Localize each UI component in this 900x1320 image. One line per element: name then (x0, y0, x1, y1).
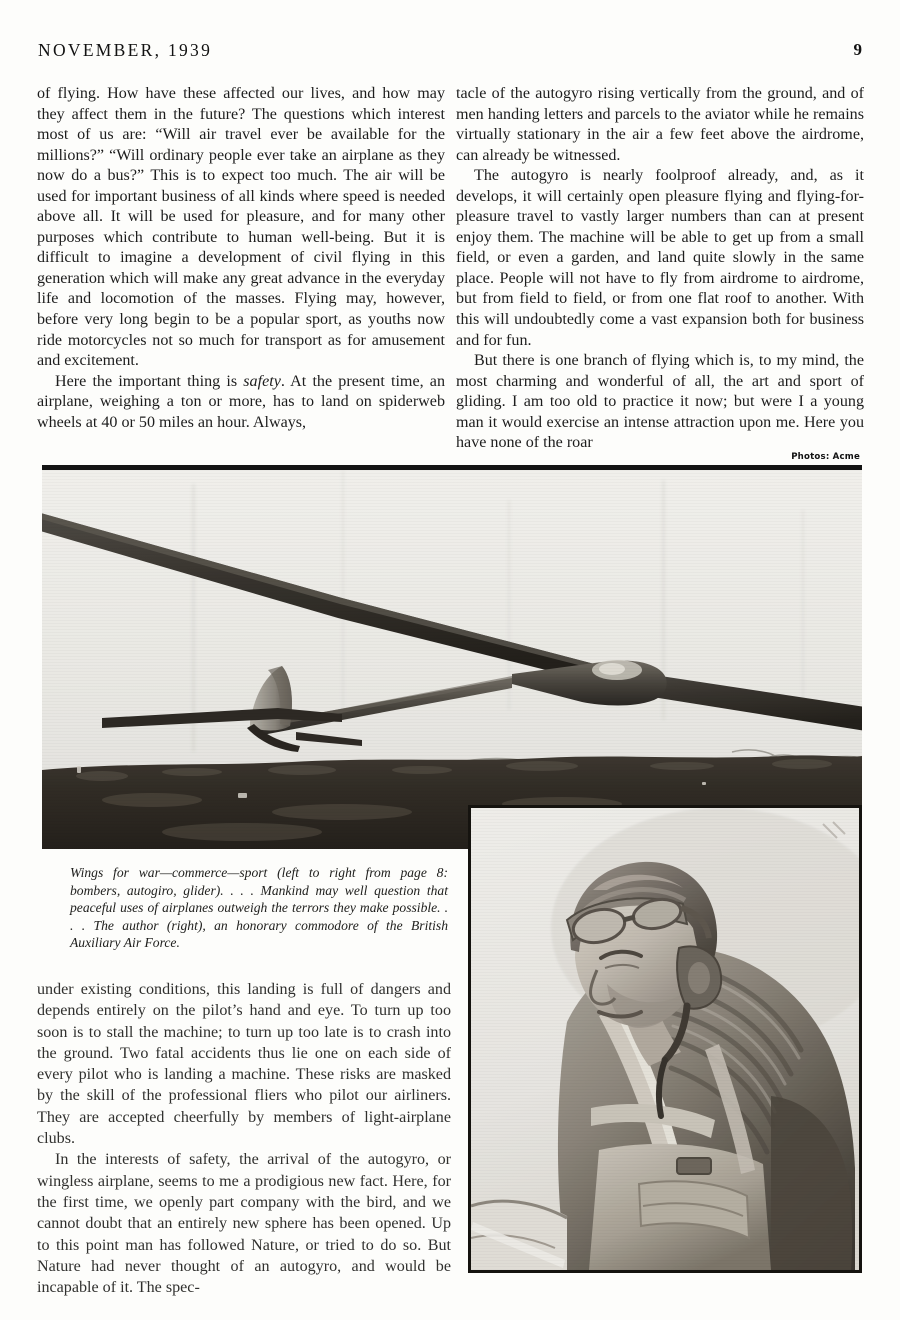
photo-author-portrait (468, 805, 862, 1273)
paragraph: tacle of the autogyro rising vertically from the ground, and of men handing letters and parcels to the aviator while he remains virtually stationary in the air a few feet above the airdrome, can already be witnessed. (456, 85, 864, 164)
body-column-left-top (37, 84, 445, 433)
paragraph: under existing conditions, this landing is full of dangers and depends entirely on the pilot’s hand and eye. To turn up too soon is to stall the machine; to turn up too late is to crash into the ground. Two fatal accidents thus lie one on each side of every pilot who is landing a machine. These risks are masked by the skill of the professional fliers who pilot our airliners. They are accepted cheerfully by members of light-airplane clubs. (37, 981, 451, 1148)
paragraph: The autogyro is nearly foolproof already, and, as it develops, it will certainly open pleasure flying and flying-for-pleasure travel to vastly larger numbers than can at present enjoy them. The machine will be able to get up from a small field, or even a garden, and land quite slowly in the same place. People will not have to fly from airdrome to airdrome, but from field to field, or from one flat roof to another. With this will undoubtedly come a vast expansion both for business and for fun. (456, 167, 864, 349)
photo-glider-launch (42, 465, 862, 849)
emphasis-safety: safety (243, 372, 281, 390)
portrait-photo-artwork (471, 808, 859, 1270)
caption-text: Wings for war—commerce—sport (left to right from page 8: bombers, autogiro, glider). . . . Mankind may well question that peaceful uses of airplanes outweigh the terrors they make possible. . . . The author (right), an honorary commodore of the British Auxiliary Air Force. (70, 865, 448, 951)
body-column-left-bottom (37, 979, 451, 1298)
paragraph: But there is one branch of flying which is, to my mind, the most charming and wonderful of all, the art and sport of gliding. I am too old to practice it now; but were I a young man it would exercise an intense attraction upon me. Here you have none of the roar (456, 352, 864, 452)
text-run: Here the important thing is (55, 372, 244, 390)
paragraph: In the interests of safety, the arrival of the autogyro, or wingless airplane, seems to me a prodigious new fact. Here, for the first time, we openly part company with the bird, and we cannot doubt that an entirely new sphere has been opened. Up to this point man has followed Nature, or tried to do so. But Nature had never thought of an autogyro, and would be incapable of it. The spec- (37, 1151, 451, 1297)
issue-date: NOVEMBER, 1939 (38, 40, 213, 60)
photo-credit: Photos: Acme (791, 452, 860, 462)
figure-caption (70, 864, 448, 952)
text-run: . At the present time, an airplane, weighing a ton or more, has to land on spiderweb wheels at 40 or 50 miles an hour. Always, (37, 372, 445, 431)
page-number: 9 (853, 40, 862, 59)
paragraph: of flying. How have these affected our lives, and how may they affect them in the future? The questions which interest most of us are: “Will air travel ever be available for the millions?” “Will ordinary people ever take an airplane as they now do a bus?” This is to expect too much. The air will be used for important business of all kinds where speed is needed above all. It will be used for pleasure, and for many other purposes which contribute to human well-being. But it is difficult to imagine a development of civil flying in this generation which will make any great advance in the everyday life and locomotion of the masses. Flying may, however, before very long begin to be a popular sport, as youths now ride motorcycles not so much for transport as for amusement and excitement. (37, 85, 445, 370)
paragraph-safety (37, 372, 445, 434)
glider-photo-artwork (42, 470, 862, 849)
body-column-right-top (456, 84, 864, 454)
running-head (38, 40, 862, 64)
